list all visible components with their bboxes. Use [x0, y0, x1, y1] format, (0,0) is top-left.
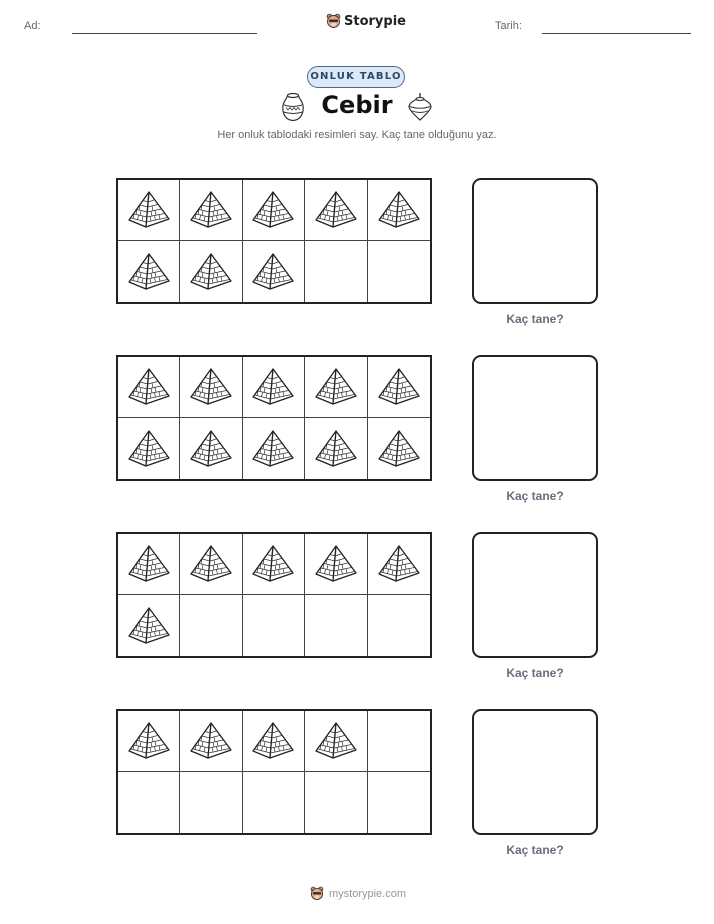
pyramid-icon [250, 429, 296, 469]
frame-cell [118, 241, 180, 302]
answer-box-3[interactable] [472, 532, 598, 658]
frame-cell [368, 534, 430, 595]
frame-cell [118, 418, 180, 479]
pyramid-icon [250, 367, 296, 407]
frame-cell [180, 357, 242, 418]
pyramid-icon [250, 544, 296, 584]
spinning-top-icon [407, 92, 433, 122]
brand-logo [326, 13, 406, 29]
question-label-4: Kaç tane? [506, 843, 564, 857]
pyramid-icon [188, 252, 234, 292]
ten-frame-3 [116, 532, 432, 658]
frame-cell [118, 711, 180, 772]
frame-cell [180, 418, 242, 479]
page-title: Cebir [321, 91, 393, 119]
frame-cell [243, 418, 305, 479]
footer-url: mystorypie.com [329, 887, 407, 900]
frame-cell [368, 772, 430, 833]
ten-frame-1 [116, 178, 432, 304]
pyramid-icon [188, 429, 234, 469]
frame-cell [243, 241, 305, 302]
footer [310, 886, 406, 901]
answer-box-2[interactable] [472, 355, 598, 481]
frame-cell [305, 241, 367, 302]
pyramid-icon [126, 252, 172, 292]
pyramid-icon [126, 721, 172, 761]
frame-cell [180, 534, 242, 595]
pyramid-icon [376, 544, 422, 584]
question-label-2: Kaç tane? [506, 489, 564, 503]
pyramid-icon [126, 429, 172, 469]
frame-cell [118, 772, 180, 833]
frame-cell [305, 711, 367, 772]
pyramid-icon [188, 544, 234, 584]
frame-cell [180, 772, 242, 833]
frame-cell [243, 595, 305, 656]
frame-cell [180, 711, 242, 772]
name-label: Ad: [24, 20, 41, 32]
frame-cell [243, 180, 305, 241]
pyramid-icon [188, 190, 234, 230]
pyramid-icon [376, 190, 422, 230]
ten-frame-2 [116, 355, 432, 481]
topic-badge: ONLUK TABLO [307, 66, 405, 88]
pyramid-icon [313, 429, 359, 469]
pyramid-icon [313, 544, 359, 584]
frame-cell [305, 534, 367, 595]
date-line[interactable] [542, 33, 691, 34]
frame-cell [180, 241, 242, 302]
bear-logo-icon [310, 886, 324, 901]
pyramid-icon [126, 367, 172, 407]
brand-name: Storypie [344, 13, 406, 29]
frame-cell [368, 180, 430, 241]
frame-cell [368, 418, 430, 479]
pyramid-icon [250, 721, 296, 761]
name-line[interactable] [72, 33, 257, 34]
pyramid-icon [376, 429, 422, 469]
pyramid-icon [313, 190, 359, 230]
pyramid-icon [126, 190, 172, 230]
frame-cell [305, 595, 367, 656]
pyramid-icon [126, 544, 172, 584]
frame-cell [368, 241, 430, 302]
frame-cell [118, 595, 180, 656]
frame-cell [118, 534, 180, 595]
frame-cell [368, 711, 430, 772]
pyramid-icon [313, 367, 359, 407]
answer-box-4[interactable] [472, 709, 598, 835]
frame-cell [243, 711, 305, 772]
frame-cell [118, 357, 180, 418]
answer-box-1[interactable] [472, 178, 598, 304]
frame-cell [368, 357, 430, 418]
frame-cell [243, 772, 305, 833]
pyramid-icon [250, 190, 296, 230]
pyramid-icon [250, 252, 296, 292]
pyramid-icon [313, 721, 359, 761]
pyramid-icon [126, 606, 172, 646]
frame-cell [368, 595, 430, 656]
frame-cell [243, 534, 305, 595]
frame-cell [305, 180, 367, 241]
ten-frame-4 [116, 709, 432, 835]
pyramid-icon [376, 367, 422, 407]
date-label: Tarih: [495, 20, 522, 32]
instruction-text: Her onluk tablodaki resimleri say. Kaç tane olduğunu yaz. [217, 129, 497, 141]
frame-cell [305, 357, 367, 418]
pyramid-icon [188, 367, 234, 407]
frame-cell [305, 772, 367, 833]
frame-cell [180, 180, 242, 241]
frame-cell [243, 357, 305, 418]
question-label-1: Kaç tane? [506, 312, 564, 326]
bear-logo-icon [326, 13, 341, 29]
frame-cell [305, 418, 367, 479]
frame-cell [180, 595, 242, 656]
frame-cell [118, 180, 180, 241]
pyramid-icon [188, 721, 234, 761]
question-label-3: Kaç tane? [506, 666, 564, 680]
